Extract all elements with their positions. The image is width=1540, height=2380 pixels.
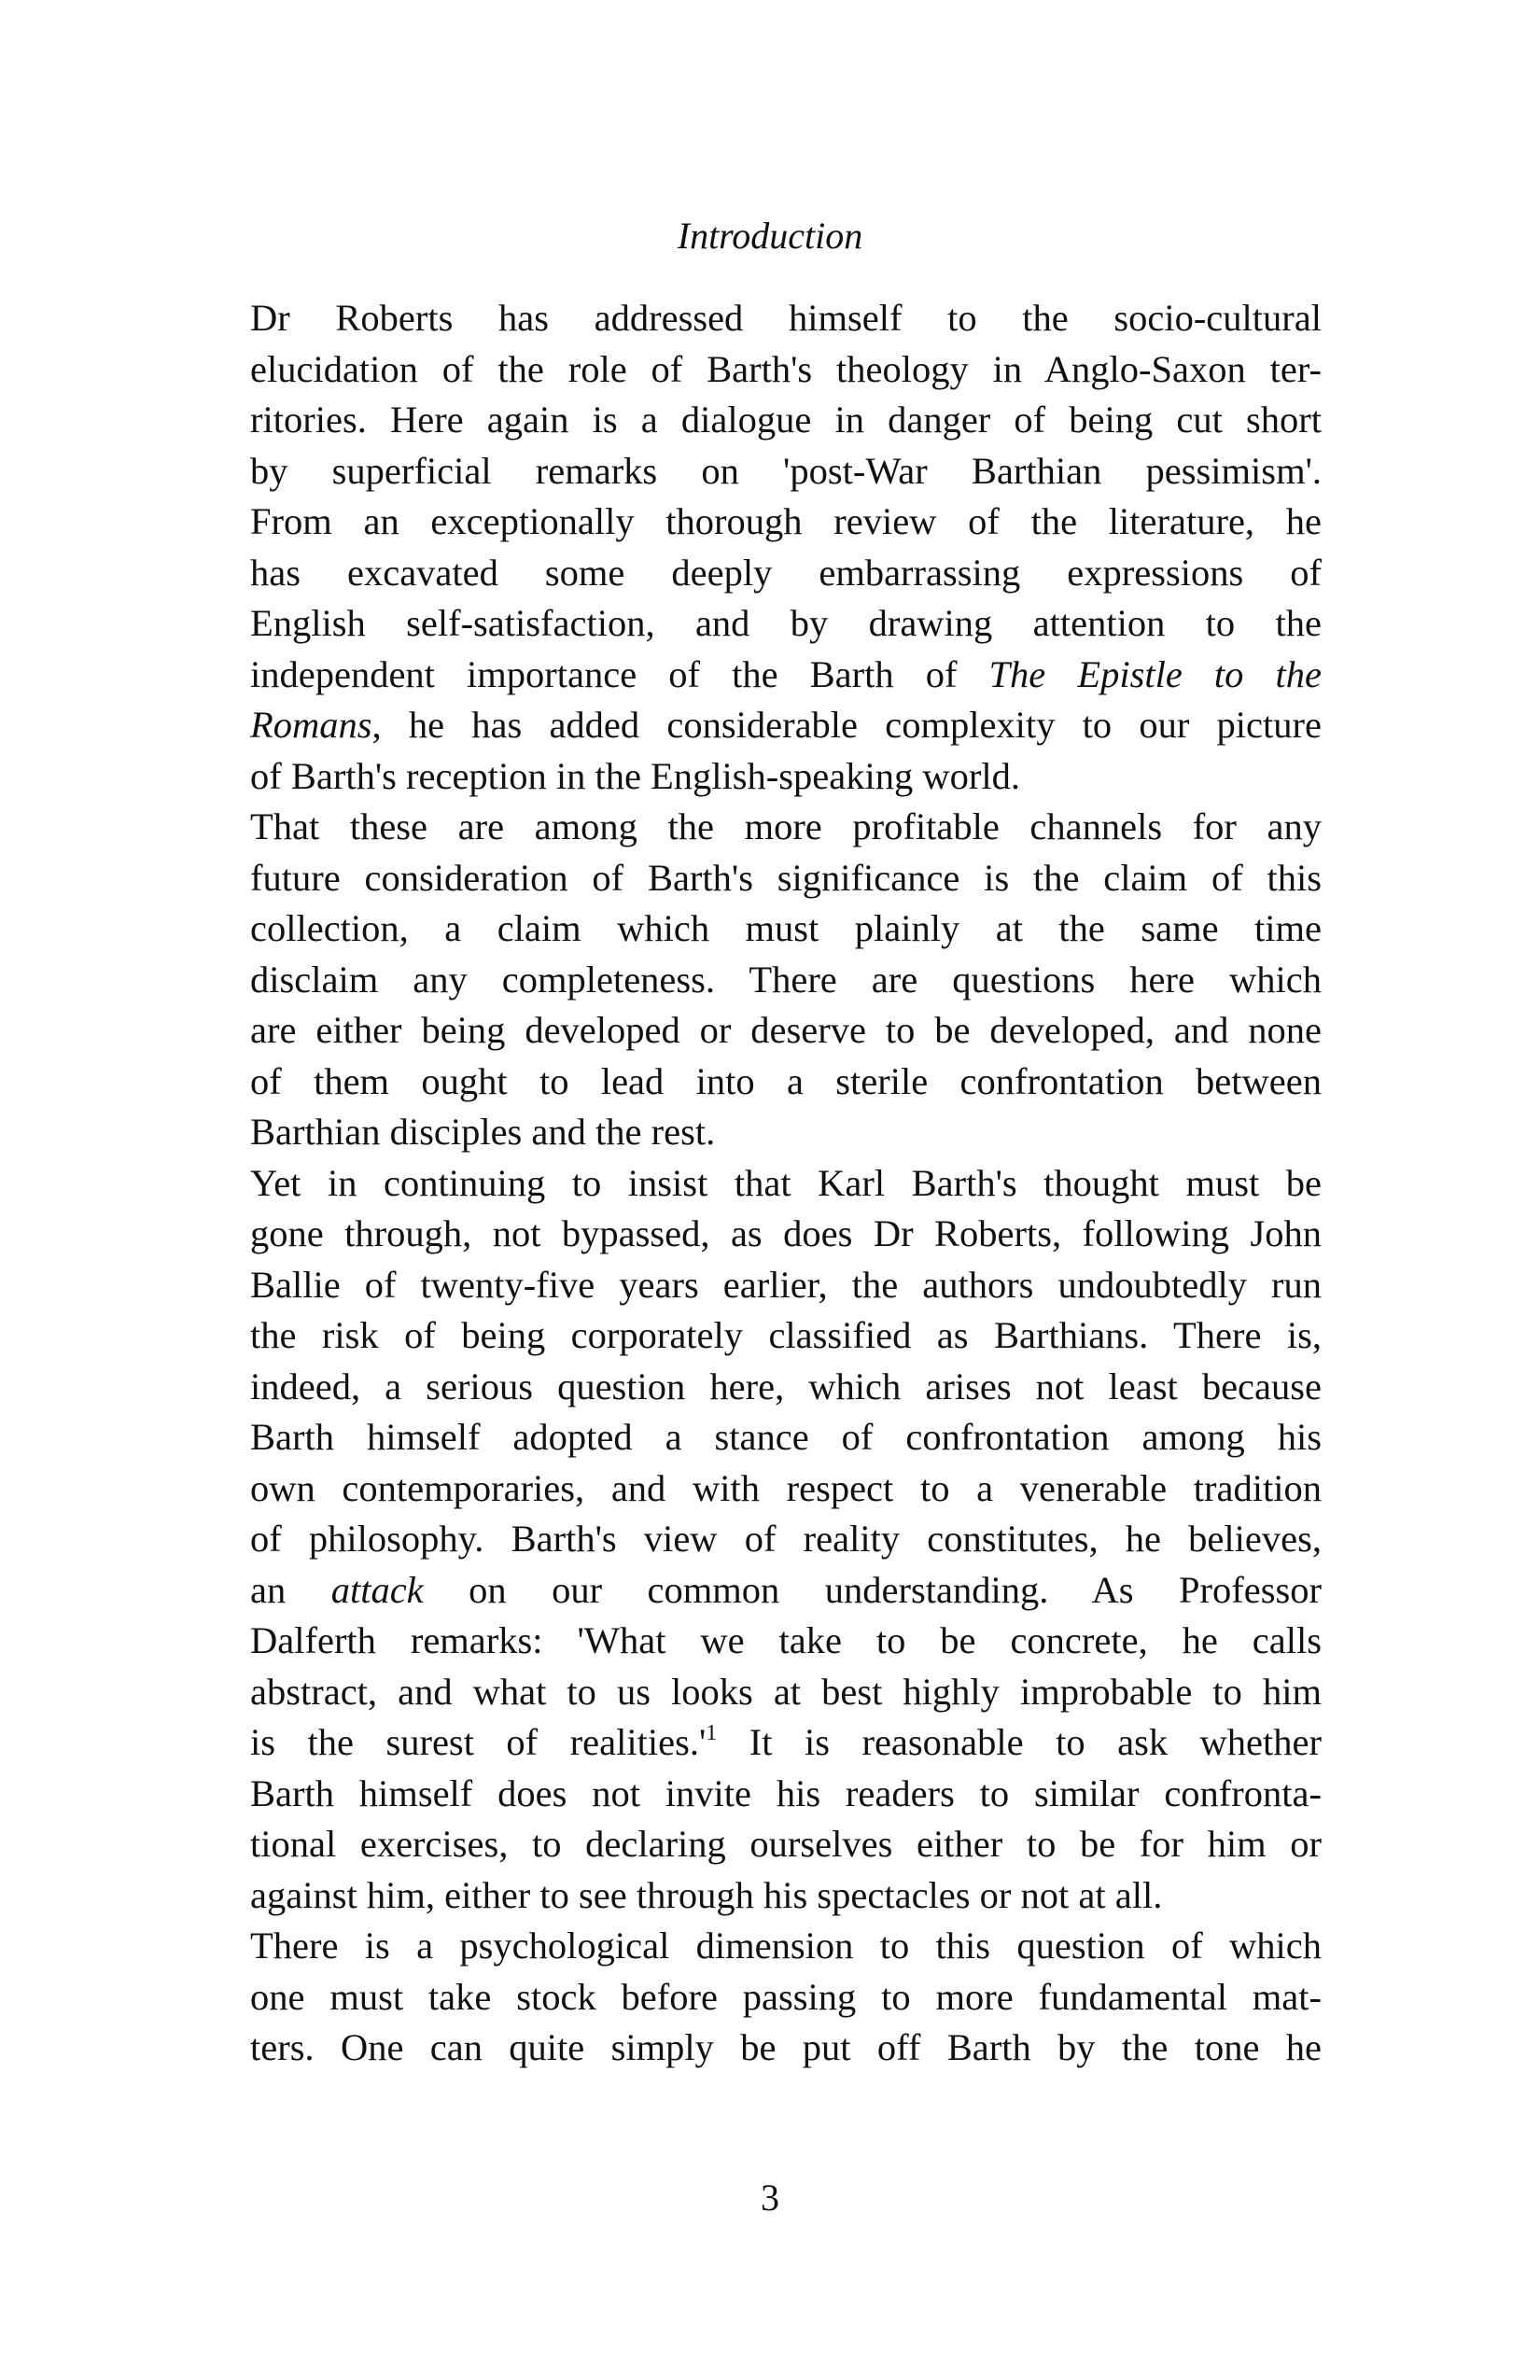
- text-line: disclaim any completeness. There are questions here which: [250, 958, 1322, 1001]
- text-line: [250, 1717, 1322, 1769]
- text-line: has excavated some deeply embarrassing expressions of: [250, 551, 1322, 594]
- text-run: is the surest of realities.': [250, 1721, 707, 1763]
- text-line: future consideration of Barth's significance is the claim of this: [250, 856, 1322, 899]
- text-line: [250, 650, 1322, 701]
- text-run: an: [250, 1568, 331, 1611]
- text-line: [250, 1565, 1322, 1617]
- page-number: 3: [761, 2177, 779, 2219]
- running-head: Introduction: [677, 215, 863, 257]
- text-line: tional exercises, to declaring ourselves either to be for him or: [250, 1823, 1322, 1865]
- body-text: [250, 293, 1322, 2074]
- text-line: of them ought to lead into a sterile confrontation between: [250, 1059, 1322, 1102]
- text-line: ritories. Here again is a dialogue in danger of being cut short: [250, 399, 1322, 441]
- text-line: the risk of being corporately classified as Barthians. There is,: [250, 1314, 1322, 1356]
- paragraph-end-line: against him, either to see through his spectacles or not at all.: [250, 1873, 1163, 1916]
- paragraph-end-line: Barthian disciples and the rest.: [250, 1111, 716, 1153]
- text-line: of philosophy. Barth's view of reality constitutes, he believes,: [250, 1518, 1322, 1560]
- text-line: There is a psychological dimension to this question of which: [250, 1925, 1322, 1967]
- footnote-marker: 1: [706, 1721, 718, 1745]
- text-line: Ballie of twenty-five years earlier, the authors undoubtedly run: [250, 1263, 1322, 1306]
- text-run: , he has added considerable complexity to our picture: [371, 704, 1322, 746]
- text-line: [250, 700, 1322, 751]
- text-line: Barth himself does not invite his readers to similar confronta-: [250, 1771, 1322, 1814]
- text-run: independent importance of the Barth of: [250, 652, 989, 695]
- text-line: are either being developed or deserve to be developed, and none: [250, 1009, 1322, 1051]
- text-line: Barth himself adopted a stance of confrontation among his: [250, 1416, 1322, 1458]
- text-line: abstract, and what to us looks at best highly improbable to him: [250, 1670, 1322, 1713]
- text-line: From an exceptionally thorough review of the literature, he: [250, 500, 1322, 542]
- text-line: own contemporaries, and with respect to a venerable tradition: [250, 1466, 1322, 1509]
- text-line: Dr Roberts has addressed himself to the socio-cultural: [250, 297, 1322, 339]
- book-title: The Epistle to the: [988, 652, 1322, 695]
- text-run: on our common understanding. As Professor: [423, 1568, 1322, 1611]
- text-line: collection, a claim which must plainly at the same time: [250, 907, 1322, 949]
- text-run: It is reasonable to ask whether: [717, 1721, 1322, 1763]
- book-title: Romans: [250, 704, 372, 746]
- text-line: gone through, not bypassed, as does Dr Roberts, following John: [250, 1212, 1322, 1254]
- text-line: indeed, a serious question here, which arises not least because: [250, 1365, 1322, 1407]
- emphasis: attack: [330, 1568, 424, 1611]
- text-line: Yet in continuing to insist that Karl Barth's thought must be: [250, 1161, 1322, 1204]
- text-line: English self-satisfaction, and by drawing attention to the: [250, 602, 1322, 644]
- text-line: ters. One can quite simply be put off Barth by the tone he: [250, 2026, 1322, 2068]
- text-line: one must take stock before passing to more fundamental mat-: [250, 1975, 1322, 2018]
- text-line: Dalferth remarks: 'What we take to be concrete, he calls: [250, 1619, 1322, 1661]
- paragraph-end-line: of Barth's reception in the English-speaking world.: [250, 754, 1020, 797]
- text-line: by superficial remarks on 'post-War Barthian pessimism'.: [250, 449, 1322, 492]
- text-line: That these are among the more profitable channels for any: [250, 805, 1322, 847]
- text-line: elucidation of the role of Barth's theology in Anglo-Saxon ter-: [250, 347, 1322, 390]
